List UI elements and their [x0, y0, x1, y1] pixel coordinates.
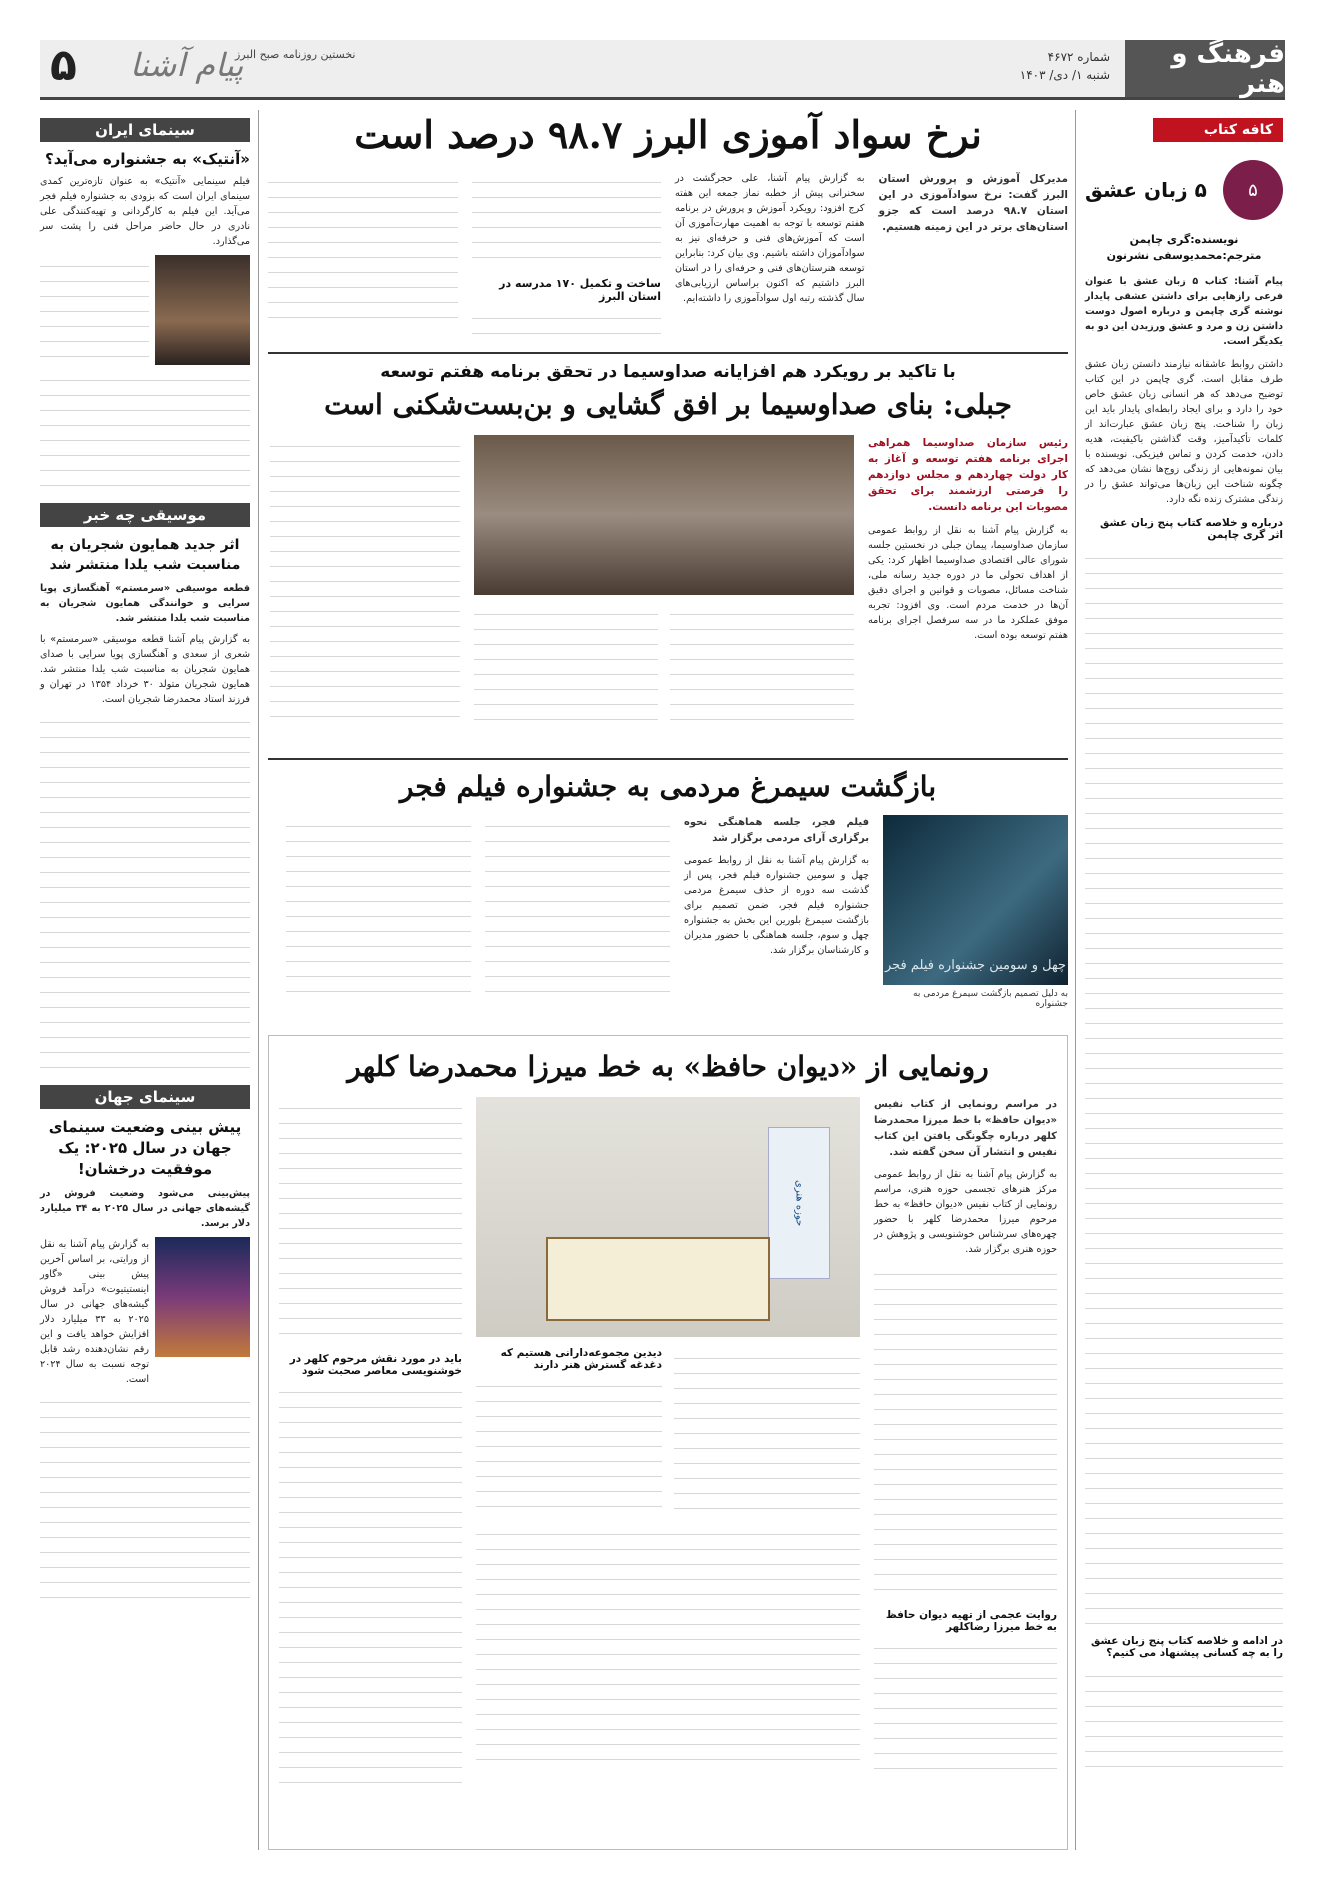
issue-number: شماره ۴۶۷۲ [1047, 50, 1110, 64]
masthead [40, 40, 1285, 100]
music-tag: موسیقی چه خبر [40, 503, 250, 527]
story4-text-block [874, 1637, 1057, 1777]
main-text-block [268, 171, 458, 331]
story3-text-block [485, 815, 670, 1005]
cinema-iran-tag: سینمای ایران [40, 118, 250, 142]
book-cafe-tag: کافه کتاب [1153, 118, 1283, 142]
cinema-world-lede: پیش‌بینی می‌شود وضعیت فروش در گیشه‌های جهانی در سال ۲۰۲۵ به ۳۴ میلیارد دلار برسد. [40, 1188, 251, 1229]
book-body: داشتن روابط عاشقانه نیازمند دانستن زبان عشق طرف مقابل است. گری چاپمن در این کتاب توضیح می‌دهد که هر انسانی زبان عشق خاص خود را دارد و برای ایجاد رابطه‌ای پایدار باید این زبان را شناخت. پنج زبان عشق عبارت‌اند از کلمات تأکیدآمیز، وقت گذاشتن باکیفیت، هدیه دادن، خدمت کردن و تماس فیزیکی. نویسنده با بیان نمونه‌هایی از زندگی زوج‌ها نشان می‌دهد که چگونه شناخت این زبان‌ها می‌تواند عشق را در زندگی مشترک زنده نگه دارد. [1085, 359, 1283, 505]
main-body: به گزارش پیام آشنا، علی حجرگشت در سخنرانی پیش از خطبه نماز جمعه این هفته کرج افزود: رویکرد آموزش و پرورش در برنامه هفتم توسعه با توجه به اهمیت مهارت‌آموزی آن است که آموزش‌های فنی و حرفه‌ای نیز به سوادآموزان داشته باشیم. وی بیان کرد: بنابراین توسعه هنرستان‌های فنی و حرفه‌ای را در استان البرز داشتیم که اکنون براساس ارزیابی‌های سال گذشته رتبه اول سوادآموزی را داشته‌ایم. [675, 173, 865, 304]
story4-subhead: دیدین مجموعه‌دارانی هستیم که دغدغه گسترش هنر دارند [500, 1347, 662, 1371]
story-jebeli [268, 352, 1068, 750]
story4-text-block [279, 1381, 462, 1791]
story2-text-block [270, 435, 460, 725]
story3-text-block [286, 815, 471, 1005]
cinema-world-text-block [40, 1391, 250, 1611]
music-lede: قطعه موسیقی «سرمستم» آهنگسازی پویا سرایی و خوانندگی همایون شجریان به مناسبت شب یلدا منتشر شد. [40, 583, 250, 624]
cinema-iran-lede: فیلم سینمایی «آنتیک» به عنوان تازه‌ترین کمدی سینمای ایران است که بزودی به جشنواره فیلم فجر می‌آید. این فیلم به کارگردانی و تهیه‌کنندگی علی نادری در حال حاضر مراحل فنی را پشت سر می‌گذارد. [40, 176, 250, 247]
cinema-iran-text-block [40, 255, 149, 365]
story2-text-block [474, 603, 658, 733]
column-rule [1075, 110, 1076, 1850]
book-cafe-column [1085, 118, 1283, 1838]
left-sidebar [40, 118, 250, 1848]
hafez-book-photo [476, 1097, 860, 1337]
section-title: فرهنگ و هنر [1125, 40, 1285, 97]
book-subhead: در ادامه و خلاصه کتاب پنج زبان عشق را به چه کسانی پیشنهاد می کنیم؟ [1091, 1635, 1283, 1659]
main-subhead: ساخت و تکمیل ۱۷۰ مدرسه در استان البرز [499, 277, 661, 303]
main-text-block [472, 171, 662, 271]
story2-text-block [670, 603, 854, 733]
book-cover-icon: ۵ [1223, 160, 1283, 220]
banner-label: حوزه هنری [793, 1179, 805, 1227]
story2-lede: رئیس سازمان صداوسیما همراهی اجرای برنامه هفتم توسعه و آغاز به کار دولت چهاردهم و مجلس دوازدهم را فرصتی ارزشمند برای تحقق مصوبات این برنامه دانست. [868, 437, 1068, 513]
page-number: ۵ [50, 40, 77, 91]
main-story [268, 112, 1068, 342]
story4-text-block [476, 1375, 662, 1515]
story-fajr [268, 758, 1068, 1028]
column-rule [258, 110, 259, 1850]
story4-text-block [674, 1347, 860, 1517]
story2-body: به گزارش پیام آشنا به نقل از روابط عمومی سازمان صداوسیما، پیمان جبلی در نخستین جلسه شورای عالی اقتصادی صداوسیما اظهار کرد: یکی از اهداف تحولی ما در دوره جدید رسانه ملی، شناخت مسائل، مصوبات و قوانین و اجرای دقیق آن‌ها در خدمت مردم است. وی افزود: تجربه موفق عملکرد ما در سه سرفصل اجرای برنامه هفتم توسعه بوده است. [868, 525, 1068, 641]
story4-text-block [874, 1263, 1057, 1603]
book-lede: پیام آشنا: کتاب ۵ زبان عشق با عنوان فرعی رازهایی برای داشتن عشقی پایدار نوشته گری چاپمن و درباره اصول دوست داشتن زن و مرد و عشق ورزیدن این دو به یکدیگر است. [1085, 276, 1283, 347]
hozeh-banner [768, 1127, 830, 1279]
main-lede: مدیرکل آموزش و پرورش استان البرز گفت: نرخ سوادآموزی در این استان ۹۸.۷ درصد است که جزو استان‌های برتر در این زمینه هستیم. [878, 173, 1068, 233]
book-title: ۵ زبان عشق [1085, 178, 1207, 202]
main-headline: نرخ سواد آموزی البرز ۹۸.۷ درصد است [354, 112, 982, 157]
paper-slogan: نخستین روزنامه صبح البرز [235, 48, 356, 61]
book-text-block [1085, 1665, 1283, 1775]
avengers-poster [155, 1237, 250, 1357]
antique-photo [155, 255, 250, 365]
paper-logo: پیام آشنا [130, 46, 244, 84]
story2-headline: جبلی: بنای صداوسیما بر افق گشایی و بن‌بست‌شکنی است [324, 388, 1012, 421]
cinema-iran-text-block [40, 369, 250, 489]
story4-body: به گزارش پیام آشنا به نقل از روابط عمومی مرکز هنرهای تجسمی حوزه هنری، مراسم رونمایی از کتاب نفیس «دیوان حافظ» به خط مرحوم میرزا محمدرضا کلهر با حضور چهره‌های سرشناس خوشنویسی و پژوهش در حوزه هنری برگزار شد. [874, 1169, 1057, 1255]
fajr-poster [883, 815, 1068, 985]
story2-kicker: با تاکید بر رویکرد هم افزایانه صداوسیما در تحقق برنامه هفتم توسعه [380, 362, 956, 382]
cinema-iran-headline: «آنتیک» به جشنواره می‌آید؟ [45, 150, 250, 168]
story4-text-block [476, 1523, 860, 1763]
book-credit: نویسنده:گری چاپمن مترجم:محمدیوسفی نشرنون [1106, 233, 1262, 262]
story3-kicker: فیلم فجر، جلسه هماهنگی نحوه برگزاری آرای مردمی برگزار شد [684, 817, 869, 844]
story3-body: به گزارش پیام آشنا به نقل از روابط عمومی چهل و سومین جشنواره فیلم فجر، پس از گذشت سه دوره از حذف سیمرغ مردمی جشنواره فیلم فجر، ضمن تصمیم برای بازگشت سیمرغ بلورین این بخش به جشنواره چهل و سوم، جلسه هماهنگی با حضور مدیران و کارشناسان برگزار شد. [684, 855, 869, 956]
story3-headline: بازگشت سیمرغ مردمی به جشنواره فیلم فجر [399, 770, 937, 803]
open-book-icon [546, 1237, 770, 1321]
cinema-world-tag: سینمای جهان [40, 1085, 250, 1109]
issue-info [1020, 48, 1110, 84]
book-subhead: درباره و خلاصه کتاب پنج زبان عشق اثر گری چاپمن [1100, 517, 1283, 541]
story4-headline: رونمایی از «دیوان حافظ» به خط میرزا محمدرضا کلهر [347, 1050, 989, 1083]
music-text-block [40, 711, 250, 1071]
story-hafez [268, 1035, 1068, 1850]
meeting-photo [474, 435, 854, 595]
book-text-block [1085, 547, 1283, 1627]
story4-subhead: روایت عجمی از تهیه دیوان حافظ به خط میرزا رضاکلهر [885, 1609, 1057, 1633]
fajr-caption: به دلیل تصمیم بازگشت سیمرغ مردمی به جشنواره [913, 989, 1068, 1009]
poster-text: چهل و سومین جشنواره فیلم فجر [884, 958, 1067, 973]
music-headline: اثر جدید همایون شجریان به مناسبت شب یلدا منتشر شد [49, 537, 241, 573]
story4-text-block [279, 1097, 462, 1347]
cinema-world-body: به گزارش پیام آشنا به نقل از ورایتی، بر اساس آخرین پیش بینی «گاور اینستیتیوت» درآمد فروش گیشه‌های جهانی در سال ۲۰۲۵ به ۳۳ میلیارد دلار افزایش خواهد یافت و این رقم نشان‌دهنده رشد قابل توجه نسبت به سال ۲۰۲۴ است. [40, 1239, 149, 1385]
music-body: به گزارش پیام آشنا قطعه موسیقی «سرمستم» با شعری از سعدی و آهنگسازی پویا سرایی با صدای همایون شجریان به مناسبت شب یلدا منتشر شد. همایون شجریان متولد ۳۰ خرداد ۱۳۵۴ در تهران و فرزند استاد محمدرضا شجریان است. [40, 634, 250, 705]
cinema-world-headline: پیش بینی وضعیت سینمای جهان در سال ۲۰۲۵: یک موفقیت درخشان! [48, 1118, 242, 1178]
story4-subhead: باید در مورد نقش مرحوم کلهر در خوشنویسی معاصر صحبت شود [289, 1353, 462, 1377]
main-text-block [472, 307, 662, 347]
story4-lede: در مراسم رونمایی از کتاب نفیس «دیوان حافظ» با خط میرزا محمدرضا کلهر درباره چگونگی یافتن این کتاب نفیس و انتشار آن سخن گفته شد. [874, 1099, 1057, 1158]
issue-date: شنبه ۱/ دی/ ۱۴۰۳ [1019, 68, 1110, 82]
